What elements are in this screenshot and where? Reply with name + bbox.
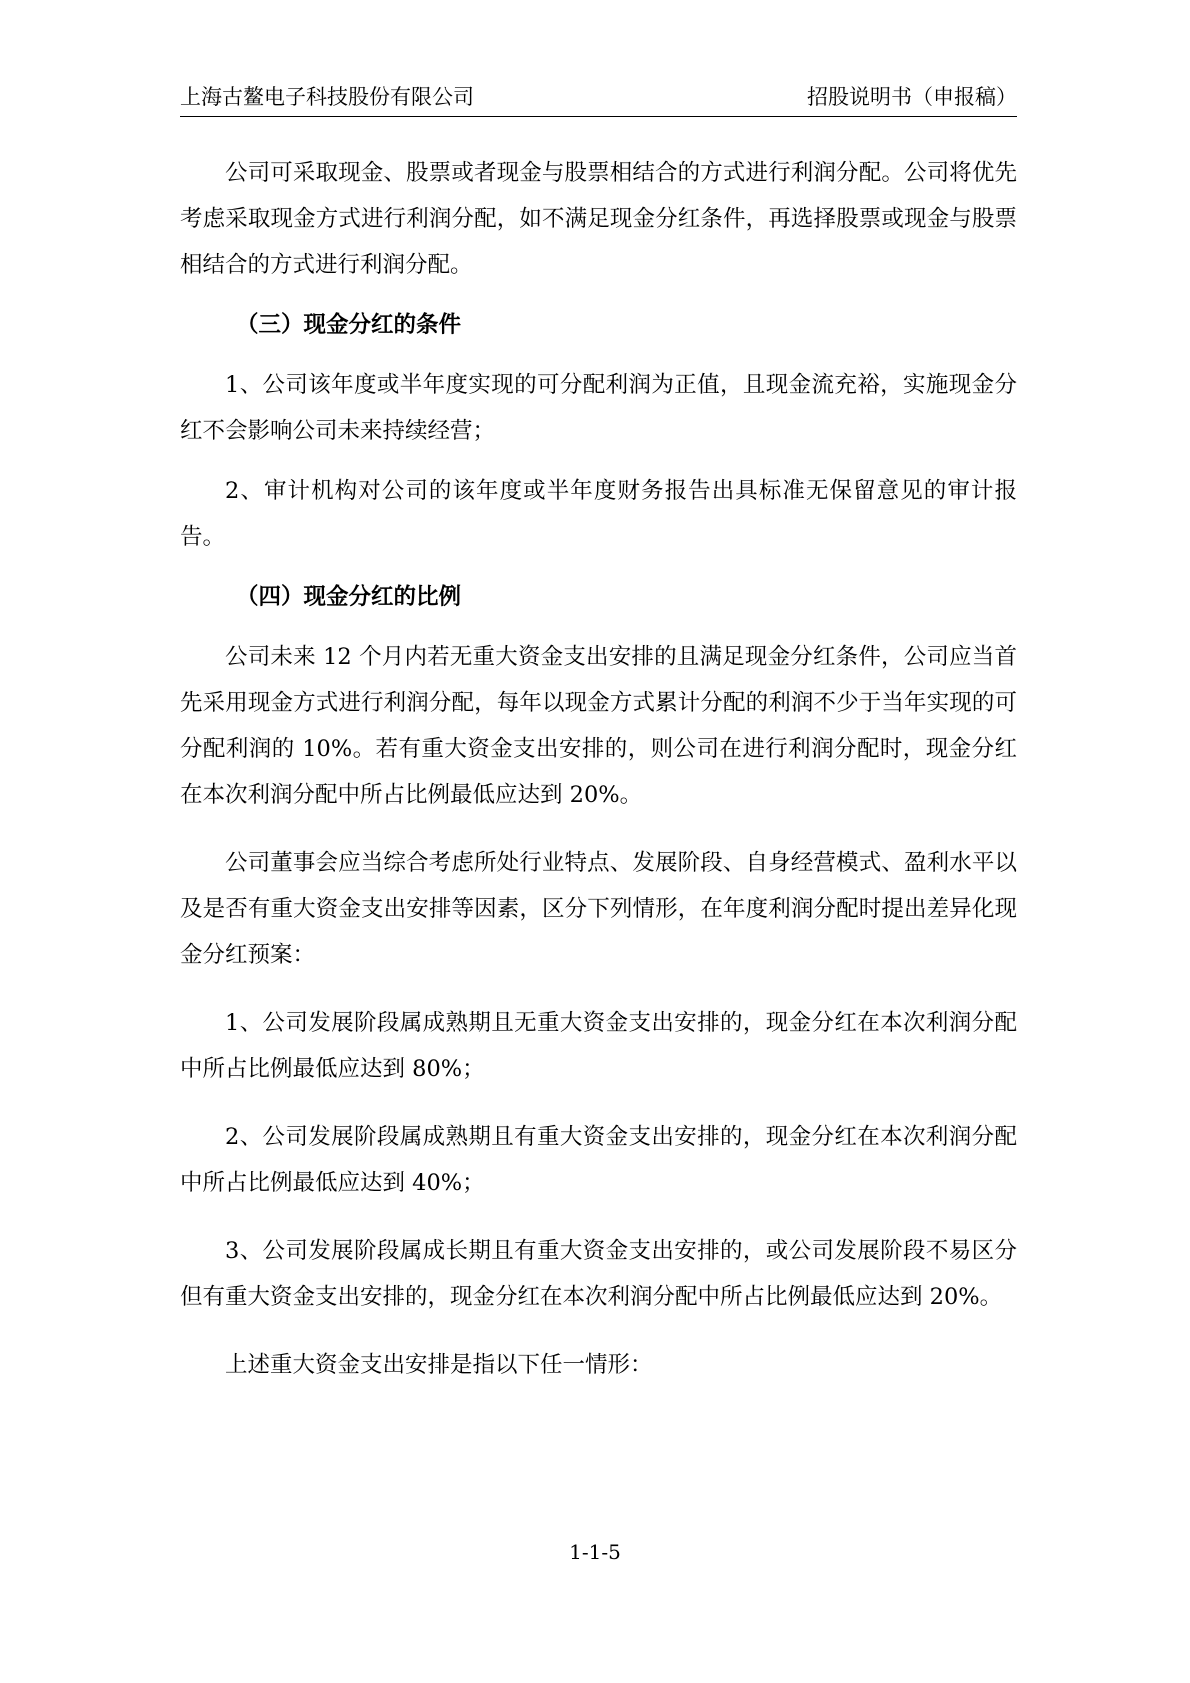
paragraph-cash-ratio: 公司未来 12 个月内若无重大资金支出安排的且满足现金分红条件，公司应当首先采用现金方式进行利润分配，每年以现金方式累计分配的利润不少于当年实现的可分配利润的 10%。若有重大资金支出安排的，则公司在进行利润分配时，现金分红在本次利润分配中所占比例最低应达到 20%。: [180, 644, 1017, 808]
paragraph-distribution-methods: 公司可采取现金、股票或者现金与股票相结合的方式进行利润分配。公司将优先考虑采取现金方式进行利润分配，如不满足现金分红条件，再选择股票或现金与股票相结合的方式进行利润分配。: [180, 160, 1017, 278]
condition-item-1: 1、公司该年度或半年度实现的可分配利润为正值，且现金流充裕，实施现金分红不会影响公司未来持续经营；: [180, 372, 1017, 444]
ratio-item-3: 3、公司发展阶段属成长期且有重大资金支出安排的，或公司发展阶段不易区分但有重大资金支出安排的，现金分红在本次利润分配中所占比例最低应达到 20%。: [180, 1238, 1017, 1310]
ratio-item-1: 1、公司发展阶段属成熟期且无重大资金支出安排的，现金分红在本次利润分配中所占比例最低应达到 80%；: [180, 1010, 1017, 1082]
page-content: [180, 150, 1017, 1388]
page-number: 1-1-5: [569, 1540, 621, 1564]
paragraph-major-expenditure: 上述重大资金支出安排是指以下任一情形：: [225, 1352, 653, 1378]
ratio-item-2: 2、公司发展阶段属成熟期且有重大资金支出安排的，现金分红在本次利润分配中所占比例最低应达到 40%；: [180, 1124, 1017, 1196]
paragraph-board-considerations: 公司董事会应当综合考虑所处行业特点、发展阶段、自身经营模式、盈利水平以及是否有重大资金支出安排等因素，区分下列情形，在年度利润分配时提出差异化现金分红预案：: [180, 850, 1017, 968]
page-header: [180, 82, 1017, 117]
section-heading-conditions: （三）现金分红的条件: [236, 312, 462, 338]
document-type: 招股说明书（申报稿）: [807, 85, 1017, 109]
company-name: 上海古鳌电子科技股份有限公司: [180, 85, 474, 109]
section-heading-ratio: （四）现金分红的比例: [236, 584, 462, 610]
condition-item-2: 2、审计机构对公司的该年度或半年度财务报告出具标准无保留意见的审计报告。: [180, 478, 1017, 550]
